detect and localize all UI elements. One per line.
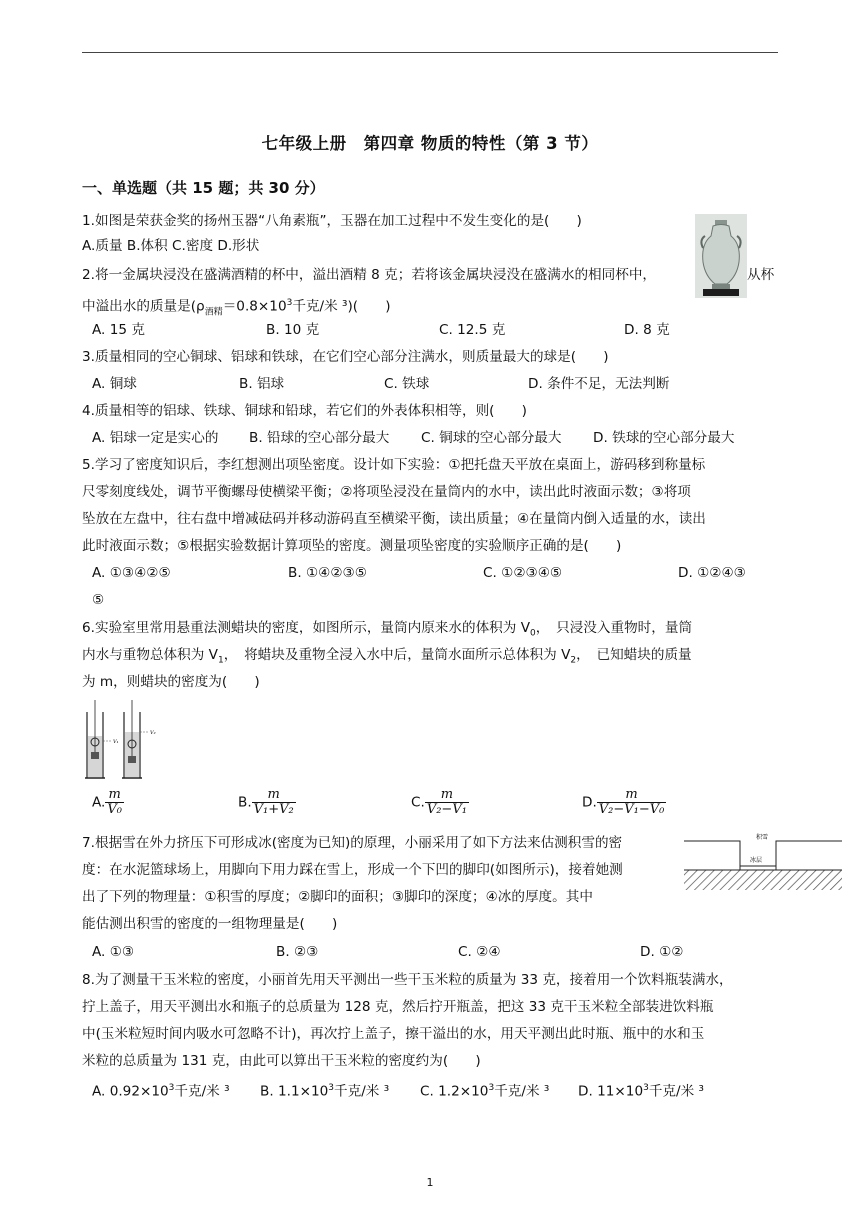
q7-option-a: A. ①③ [92, 944, 135, 960]
q3-option-d: D. 条件不足，无法判断 [528, 376, 670, 392]
q7-line: 度：在水泥篮球场上，用脚向下用力踩在雪上，形成一个下凹的脚印(如图所示)，接着她测 [82, 862, 623, 878]
q6-line2: 内水与重物总体积为 $V_1$， 将蜡块及重物全浸入水中后，量筒水面所示总体积为 $V_2$， 已知蜡块的质量 [82, 647, 692, 666]
q2-option-d: D. 8 克 [624, 322, 670, 338]
q6-option-a: A. $\frac{m}{\text{V₀}}$ [92, 787, 122, 817]
q1-options: A.质量 B.体积 C.密度 D.形状 [82, 238, 260, 254]
q7-line: 7.根据雪在外力挤压下可形成冰(密度为已知)的原理，小丽采用了如下方法来估测积雪的密 [82, 835, 623, 851]
q7-option-c: C. ②④ [458, 944, 501, 960]
q6-line3: 为 m，则蜡块的密度为( ) [82, 674, 260, 690]
q4-option-c: C. 铜球的空心部分最大 [421, 430, 562, 446]
q7-option-b: B. ②③ [276, 944, 319, 960]
ice-label: 冰层 [750, 857, 763, 864]
q8-line: 拧上盖子，用天平测出水和瓶子的总质量为 128 克，然后拧开瓶盖，把这 33 克干玉米粒全部装进饮料瓶 [82, 999, 714, 1015]
q2-line2: 中溢出水的质量是($\rho_{酒精}=0.8\times 10^3$千克/米 ³)( ) [82, 298, 391, 318]
q4-option-a: A. 铝球一定是实心的 [92, 430, 219, 446]
q5-option-d: D. ①②④③ [678, 565, 746, 581]
q2-line1: 2.将一金属块浸没在盛满酒精的杯中，溢出酒精 8 克；若将该金属块浸没在盛满水的相同杯中， [82, 267, 657, 283]
q7-line: 能估测出积雪的密度的一组物理量是( ) [82, 916, 338, 932]
snow-footprint-diagram [684, 832, 842, 890]
snow-label: 积雪 [756, 834, 769, 841]
q4-stem: 4.质量相等的铝球、铁球、铜球和铅球，若它们的外表体积相等，则( ) [82, 403, 527, 419]
q7-line: 出了下列的物理量：①积雪的厚度；②脚印的面积；③脚印的深度；④冰的厚度。其中 [82, 889, 593, 905]
q2-line1-tail: 从杯 [747, 267, 775, 283]
q5-line: 5.学习了密度知识后，李红想测出项坠密度。设计如下实验：①把托盘天平放在桌面上，游码移到称量标 [82, 457, 706, 473]
q8-option-c: C. $1.2\times 10^3$千克/米 ³ [420, 1083, 550, 1100]
v2-label: V₂ [150, 730, 156, 736]
q4-option-b: B. 铅球的空心部分最大 [249, 430, 390, 446]
q5-line: 此时液面示数；⑤根据实验数据计算项坠的密度。测量项坠密度的实验顺序正确的是( ) [82, 538, 622, 554]
q5-option-d-wrap: ⑤ [92, 592, 105, 608]
q5-option-a: A. ①③④②⑤ [92, 565, 171, 581]
q2-option-b: B. 10 克 [266, 322, 320, 338]
q3-option-b: B. 铝球 [239, 376, 285, 392]
cylinders-diagram [82, 698, 162, 780]
v1-label: V₁ [113, 739, 119, 745]
q6-option-d: D. $\frac{m}{\text{V₂−V₁−V₀}}$ [582, 787, 665, 817]
q5-option-c: C. ①②③④⑤ [483, 565, 563, 581]
q8-option-d: D. $11\times 10^3$千克/米 ³ [578, 1083, 704, 1100]
q6-option-c: C. $\frac{m}{\text{V₂−V₁}}$ [411, 787, 467, 817]
q5-line: 尺零刻度线处，调节平衡螺母使横梁平衡；②将项坠浸没在量筒内的水中，读出此时液面示数；③将项 [82, 484, 691, 500]
page-title: 七年级上册 第四章 物质的特性（第 3 节） [261, 134, 599, 153]
q3-stem: 3.质量相同的空心铜球、铝球和铁球，在它们空心部分注满水，则质量最大的球是( ) [82, 349, 609, 365]
q4-option-d: D. 铁球的空心部分最大 [593, 430, 735, 446]
q6-line1: 6.实验室里常用悬重法测蜡块的密度，如图所示，量筒内原来水的体积为 $V_0$， 只浸没入重物时，量筒 [82, 620, 693, 639]
page-number: 1 [426, 1176, 434, 1189]
q3-option-c: C. 铁球 [384, 376, 430, 392]
q8-option-a: A. $0.92\times 10^3$千克/米 ³ [92, 1083, 230, 1100]
q8-line: 中(玉米粒短时间内吸水可忽略不计)，再次拧上盖子，擦干溢出的水，用天平测出此时瓶、瓶中的水和玉 [82, 1026, 705, 1042]
q5-option-b: B. ①④②③⑤ [288, 565, 367, 581]
q2-option-a: A. 15 克 [92, 322, 145, 338]
vase-image [695, 214, 747, 298]
q5-line: 坠放在左盘中，往右盘中增减砝码并移动游码直至横梁平衡，读出质量；④在量筒内倒入适量的水，读出 [82, 511, 706, 527]
q3-option-a: A. 铜球 [92, 376, 137, 392]
q8-line: 米粒的总质量为 131 克，由此可以算出干玉米粒的密度约为( ) [82, 1053, 481, 1069]
q8-option-b: B. $1.1\times 10^3$千克/米 ³ [260, 1083, 390, 1100]
q6-option-b: B. $\frac{m}{\text{V₁+V₂}}$ [238, 787, 294, 817]
q1-stem: 1.如图是荣获金奖的扬州玉器“八角素瓶”，玉器在加工过程中不发生变化的是( ) [82, 213, 582, 229]
section-heading: 一、单选题（共 15 题；共 30 分） [82, 179, 325, 197]
q8-line: 8.为了测量干玉米粒的密度，小丽首先用天平测出一些干玉米粒的质量为 33 克，接着用一个饮料瓶装满水， [82, 972, 733, 988]
q7-option-d: D. ①② [640, 944, 684, 960]
q2-option-c: C. 12.5 克 [439, 322, 506, 338]
header-rule [82, 52, 778, 53]
